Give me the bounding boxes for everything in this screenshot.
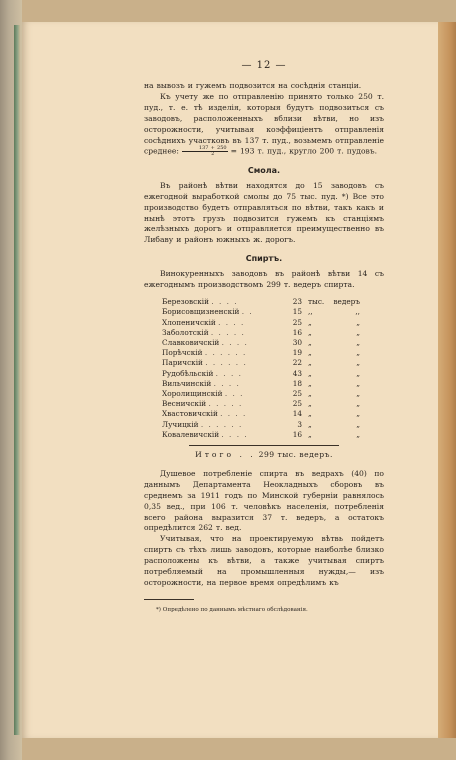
distillery-name-cell — [162, 307, 282, 317]
unit-thousand: „ — [308, 358, 312, 368]
distillery-name-cell — [162, 399, 282, 409]
distillery-name-cell — [162, 328, 282, 338]
unit-buckets: ,, — [355, 307, 360, 317]
formula-numerator: 137 + 250 — [182, 146, 228, 152]
paragraph-4: Винокуренныхъ заводовъ въ районѣ вѣтви 14 съ ежегоднымъ производствомъ 299 т. ведеръ спирта. — [144, 269, 384, 290]
unit-buckets: „ — [356, 368, 360, 378]
total-rule — [189, 445, 339, 446]
unit-buckets: ведеръ — [333, 297, 360, 307]
unit-thousand: ,, — [308, 307, 313, 317]
distillery-name: Ковалевичскій — [162, 429, 220, 439]
paragraph-2 — [144, 92, 384, 158]
paragraph-6: Учитывая, что на проектируемую вѣтвь пойдетъ спиртъ съ тѣхъ лишь заводовъ, которые наиболѣе близко расположены къ вѣтви, а также учитывая спиртъ потребляемый на промышленныя нужды,— изъ осторожности, на первое время опредѣлимъ къ — [144, 534, 384, 587]
unit-thousand: „ — [308, 337, 312, 347]
distillery-value: 18 — [292, 378, 302, 388]
distillery-name-cell — [162, 389, 282, 399]
unit-thousand: тыс. — [308, 297, 325, 307]
distillery-name: Борисовщизненскій — [162, 307, 240, 317]
table-row — [162, 348, 360, 358]
table-row — [162, 389, 360, 399]
paragraph-2-text: Къ учету же по отправленію принято только 250 т. пуд., т. е. тѣ изделія, которыя будутъ подвозиться съ заводовъ, расположенныхъ вблизи вѣтви, но изъ осторожности, учитывая коэффиціентъ отправленія сосѣднихъ участковъ въ 137 т. пуд., возьмемъ отправленіе среднее: — [144, 91, 384, 156]
heading-spirit: Спиртъ. — [245, 254, 283, 264]
distillery-value: 30 — [292, 337, 302, 347]
leader-dots: . . . . — [215, 368, 243, 378]
unit-buckets: „ — [356, 337, 360, 347]
distillery-value: 16 — [292, 429, 302, 439]
table-row — [162, 338, 360, 348]
total-line — [144, 450, 384, 459]
distillery-name-cell — [162, 297, 282, 307]
distillery-name-cell — [162, 369, 282, 379]
leader-dots: . . . . . . — [204, 348, 247, 358]
table-row — [162, 379, 360, 389]
leader-dots: . . . . . — [208, 399, 243, 409]
distillery-name: Паричскій — [162, 358, 203, 368]
distillery-value: 25 — [292, 388, 302, 398]
heading-resin: Смола. — [247, 165, 281, 175]
binding-edge — [14, 25, 20, 735]
unit-buckets: „ — [356, 419, 360, 429]
distilleries-table — [162, 297, 360, 440]
distillery-value: 25 — [292, 317, 302, 327]
unit-thousand: „ — [308, 317, 312, 327]
paragraph-1: на вывозъ и гужемъ подвозится на сосѣднія станціи. — [144, 81, 362, 90]
book-cover-edge — [438, 22, 456, 738]
page-content — [144, 60, 384, 614]
leader-dots: . . . — [224, 388, 244, 398]
distillery-name: Хлопеничскій — [162, 317, 216, 327]
distillery-name: Хвастовичскій — [162, 409, 218, 419]
distillery-name: Порѣчскій — [162, 348, 203, 358]
distillery-value: 16 — [292, 327, 302, 337]
distillery-name: Березовскій — [162, 297, 209, 307]
table-row — [162, 328, 360, 338]
leader-dots: . . . . — [218, 317, 245, 327]
distillery-value: 25 — [292, 399, 302, 409]
distillery-value: 23 — [292, 297, 302, 307]
table-row — [162, 318, 360, 328]
unit-buckets: „ — [356, 327, 360, 337]
table-row — [162, 399, 360, 409]
leader-dots: . . . . . — [210, 327, 246, 337]
page-number: — 12 — — [241, 60, 287, 71]
table-row — [162, 297, 360, 307]
distillery-name-cell — [162, 420, 282, 430]
paragraph-5: Душевое потребленіе спирта въ ведрахъ (40) по даннымъ Департамента Неокладныхъ сборовъ въ среднемъ за 1911 годъ по Минской губерніи равнялось 0,35 вед., при 106 т. человѣкъ населенія, потребленія всего района выразится 37 т. ведеръ, а остатокъ опредѣлится 262 т. вед. — [144, 468, 384, 533]
unit-thousand: „ — [308, 378, 312, 388]
distillery-name-cell — [162, 318, 282, 328]
distillery-name: Весничскій — [162, 399, 207, 409]
paragraph-3: Въ районѣ вѣтви находятся до 15 заводовъ съ ежегодной выработкой смолы до 75 тыс. пуд. *) Все это производство будетъ отправляться по вѣтви, такъ какъ и нынѣ этотъ грузъ подвозится гужемъ къ станціямъ желѣзныхъ дорогъ и отправляется преимущественно въ Либаву и районъ южныхъ ж. дорогъ. — [144, 180, 384, 245]
distillery-name-cell — [162, 348, 282, 358]
unit-buckets: „ — [356, 409, 360, 419]
paragraph-2-result: = 193 т. пуд., кругло 200 т. пудовъ. — [230, 146, 378, 156]
footnote-rule — [144, 599, 194, 600]
book-page — [22, 22, 438, 738]
leader-dots: . . — [241, 307, 254, 317]
unit-thousand: „ — [308, 388, 312, 398]
table-row — [162, 369, 360, 379]
unit-buckets: „ — [356, 388, 360, 398]
unit-thousand: „ — [308, 399, 312, 409]
distillery-value: 43 — [292, 368, 302, 378]
unit-thousand: „ — [308, 348, 312, 358]
unit-thousand: „ — [308, 368, 312, 378]
leader-dots: . . . . — [220, 409, 247, 419]
total-value: 299 тыс. ведеръ. — [258, 449, 333, 459]
unit-thousand: „ — [308, 327, 312, 337]
distillery-value: 3 — [297, 419, 302, 429]
distillery-value: 19 — [292, 348, 302, 358]
table-row — [162, 307, 360, 317]
distillery-name: Лучицкій — [162, 419, 199, 429]
unit-buckets: „ — [356, 358, 360, 368]
distillery-name-cell — [162, 338, 282, 348]
table-row — [162, 409, 360, 419]
unit-buckets: „ — [356, 348, 360, 358]
leader-dots: . . . . — [213, 378, 241, 388]
distillery-name-cell — [162, 379, 282, 389]
unit-thousand: „ — [308, 419, 312, 429]
distillery-name: Славковичскій — [162, 337, 220, 347]
table-row — [162, 358, 360, 368]
distillery-name-cell — [162, 409, 282, 419]
leader-dots: . . . . . . — [200, 419, 243, 429]
footnote: *) Опредѣлено по даннымъ мѣстнаго обслѣдованія. — [156, 606, 308, 613]
unit-buckets: „ — [356, 317, 360, 327]
unit-buckets: „ — [356, 378, 360, 388]
table-row — [162, 420, 360, 430]
average-formula — [182, 146, 228, 157]
distillery-name: Заболотскій — [162, 327, 209, 337]
total-label: Итого . . — [195, 449, 256, 459]
unit-thousand: „ — [308, 409, 312, 419]
distillery-value: 14 — [292, 409, 302, 419]
leader-dots: . . . . — [211, 297, 239, 307]
distillery-name: Рудобѣльскій — [162, 368, 214, 378]
distillery-value: 22 — [292, 358, 302, 368]
leader-dots: . . . . — [221, 429, 249, 439]
distillery-name-cell — [162, 430, 282, 440]
distillery-name: Хоролищинскій — [162, 388, 223, 398]
unit-buckets: „ — [356, 399, 360, 409]
distillery-name-cell — [162, 358, 282, 368]
formula-denominator: 2 — [211, 151, 215, 158]
leader-dots: . . . . . . — [205, 358, 248, 368]
unit-buckets: „ — [356, 429, 360, 439]
leader-dots: . . . . — [221, 337, 249, 347]
distillery-name: Вильчинскій — [162, 378, 212, 388]
distillery-value: 15 — [292, 307, 302, 317]
unit-thousand: „ — [308, 429, 312, 439]
table-row — [162, 430, 360, 440]
